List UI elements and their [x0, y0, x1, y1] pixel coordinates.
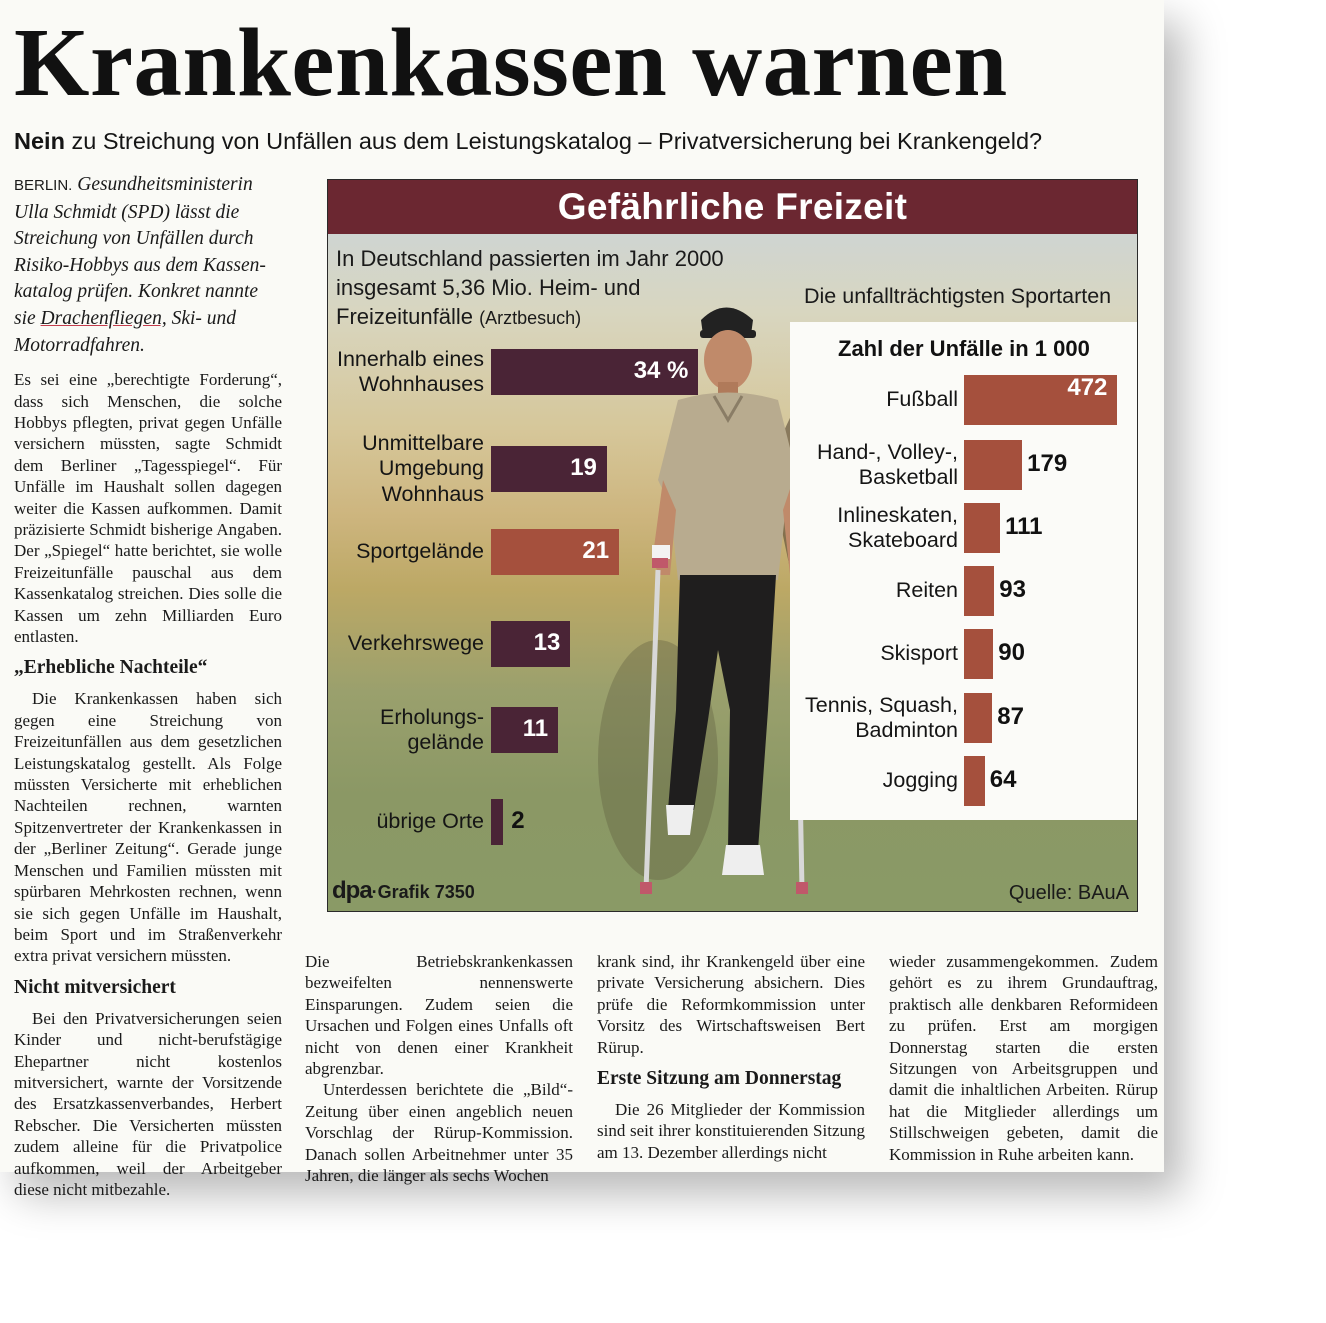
location-label [284, 431, 484, 508]
column-1 [14, 172, 282, 1200]
subline [14, 128, 1042, 155]
sport-bar [964, 440, 1022, 490]
sport-bar [964, 693, 992, 743]
body-paragraph: krank sind, ihr Krankengeld über eine private Versicherung absichern. Dies prüfe die Reformkommission unter Vorsitz des Wirtschaftsweisen Bert Rürup. [597, 952, 865, 1057]
location-label-line: Verkehrswege [347, 631, 484, 656]
location-label-line: Wohnhaus [381, 481, 484, 506]
sport-bar [964, 566, 994, 616]
sport-value-label: 179 [1027, 450, 1068, 477]
dateline: BERLIN. [14, 177, 73, 194]
dpa-logo: dpa [332, 877, 372, 904]
subline-text: zu Streichung von Unfällen aus dem Leistungskatalog – Privatversicherung bei Krankengeld? [64, 128, 1043, 154]
sport-value-label: 472 [1067, 374, 1108, 401]
sport-label-line: Badminton [855, 718, 958, 742]
column-4 [889, 951, 1158, 1165]
sport-label [758, 768, 958, 794]
location-label-line: Erholungs- [380, 704, 484, 729]
sport-label-line: Jogging [882, 768, 958, 793]
sports-chart-heading: Die unfallträchtigsten Sportarten [804, 284, 1112, 308]
location-label [284, 347, 484, 398]
location-value-label: 19 [570, 454, 597, 481]
underlined-word: Drachenfliegen, [40, 307, 167, 329]
sport-bar [964, 503, 1000, 553]
sport-label [758, 387, 958, 413]
location-label [284, 539, 484, 565]
sport-label [758, 578, 958, 604]
location-label [284, 631, 484, 657]
location-value-label: 13 [533, 629, 561, 656]
headline: Krankenkassen warnen [14, 9, 1008, 116]
source-note: Quelle: BAuA [1008, 882, 1129, 904]
location-label-line: Umgebung [378, 456, 484, 481]
sport-label [758, 693, 958, 744]
sport-value-label: 87 [997, 703, 1024, 730]
subline-bold: Nein [14, 128, 65, 154]
sport-value-label: 64 [989, 766, 1017, 793]
column-2 [305, 951, 573, 1186]
sport-label-line: Inlineskaten, [837, 502, 958, 527]
sport-label-line: Skisport [880, 641, 958, 666]
sport-label [758, 503, 958, 554]
body-paragraph: Unterdessen berichtete die „Bild“-Zeitung über einen angeblich neuen Vorschlag der Rürup-Kommission. Danach sollen Arbeitnehmer unter 35 Jahren, die länger als sechs Wochen [305, 1080, 573, 1186]
sport-value-label: 93 [999, 576, 1026, 603]
subhead-erhebliche-nachteile: „Erhebliche Nachteile“ [14, 657, 208, 679]
sport-label [758, 641, 958, 667]
location-label-line: Sportgelände [356, 539, 484, 564]
subhead-erste-sitzung: Erste Sitzung am Donnerstag [597, 1068, 842, 1090]
sport-label-line: Skateboard [848, 528, 958, 552]
location-label-line: gelände [407, 730, 484, 754]
infographic [327, 179, 1138, 912]
sport-bar [964, 629, 993, 679]
sport-value-label: 111 [1005, 513, 1043, 540]
sport-bar [964, 756, 985, 806]
sport-label-line: Tennis, Squash, [805, 692, 958, 717]
dpa-credit: dpa·Grafik 7350 [332, 877, 475, 904]
sport-value-label: 90 [998, 639, 1025, 666]
subhead-nicht-mitversichert: Nicht mitversichert [14, 976, 176, 998]
sport-label [758, 440, 958, 491]
sport-label-line: Reiten [895, 578, 958, 603]
body-paragraph: wieder zusammengekommen. Zudem gehört es zu ihrem Grundauftrag, praktisch alle denkbaren Reformideen zu prüfen. Erst am morgigen Donnerstag starten die ersten Sitzungen von Arbeitsgruppen und damit die inhaltlichen Arbeiten. Rürup hat die Mitglieder allerdings um Stillschweigen gebeten, damit die Kommission in Ruhe arbeiten kann. [889, 952, 1158, 1164]
body-paragraph: Bei den Privatversicherungen seien Kinder und nicht-berufstägige Ehepartner nicht kostenlos mitversichert, warnte der Vorsitzende des Ersatzkassenverbandes, Herbert Rebscher. Die Versicherten müssten zudem alleine für die Privatpolice aufkommen, weil der Arbeitgeber diese nicht mitbezahle. [14, 1008, 282, 1199]
body-paragraph: Es sei eine „berechtigte Forderung“, dass sich Menschen, die solche Hobbys pflegten, privat gegen Unfälle versichern müssten, sagte Schmidt dem Berliner „Tagesspiegel“. Für Unfälle im Haushalt sollen dagegen weiter die Kassen aufkommen. Damit präzisierte Schmidt bisherige Angaben. Der „Spiegel“ hatte berichtet, sie wolle Freizeitunfälle pauschal aus dem Kassenkatalog streichen. Dies solle die Kassen um zehn Milliarden Euro entlasten. [14, 370, 282, 647]
sport-label-line: Fußball [886, 387, 958, 412]
sport-label-line: Hand-, Volley-, [816, 439, 958, 464]
location-label-line: Innerhalb eines [336, 346, 484, 371]
location-value-label: 2 [511, 807, 525, 834]
location-value-label: 21 [582, 537, 610, 564]
sport-label-line: Basketball [858, 465, 958, 489]
location-bar [491, 799, 503, 845]
location-label-line: übrige Orte [376, 809, 484, 834]
body-paragraph: Die Betriebskrankenkassen bezweifelten nennenswerte Einsparungen. Zudem seien die Ursachen und Folgen eines Unfalls oft nicht von denen einer Krankheit abgrenzbar. [305, 952, 573, 1079]
body-paragraph: Die Krankenkassen haben sich gegen eine Streichung von Freizeitunfällen aus dem gesetzlichen Leistungskatalog gestellt. Als Folge müssten Versicherte mit erheblichen Nachteilen rechnen, warnten Spitzenvertreter der Krankenkassen in der „Berliner Zeitung“. Gerade junge Menschen und Familien müssten mit spürbaren Mehrkosten rechnen, wenn sie sich gegen Unfälle im Haushalt, beim Sport und im Straßenverkehr extra privat versichern müssten. [14, 689, 282, 966]
location-label [284, 809, 484, 835]
location-label-line: Unmittelbare [362, 430, 484, 455]
body-paragraph: Die 26 Mitglieder der Kommission sind seit ihrer konstituierenden Sitzung am 13. Dezember allerdings nicht [597, 1100, 865, 1162]
location-label-line: Wohnhauses [358, 372, 484, 396]
sports-chart-subtitle: Zahl der Unfälle in 1 000 [838, 336, 1090, 361]
infographic-intro: In Deutschland passierten im Jahr 2000 insgesamt 5,36 Mio. Heim- und Freizeitunfälle (Arztbesuch) [336, 246, 724, 329]
infographic-title: Gefährliche Freizeit [328, 180, 1137, 234]
lead-paragraph: BERLIN. Gesundheitsministerin Ulla Schmidt (SPD) lässt die Streichung von Unfällen durch Risiko-Hobbys aus dem Kassen-katalog prüfen. Konkret nannte sie Drachenfliegen, Ski- und Motorradfahren. [14, 174, 266, 356]
location-label [284, 705, 484, 756]
location-value-label: 11 [522, 715, 549, 742]
column-3 [597, 951, 865, 1163]
location-value-label: 34 % [633, 357, 689, 384]
